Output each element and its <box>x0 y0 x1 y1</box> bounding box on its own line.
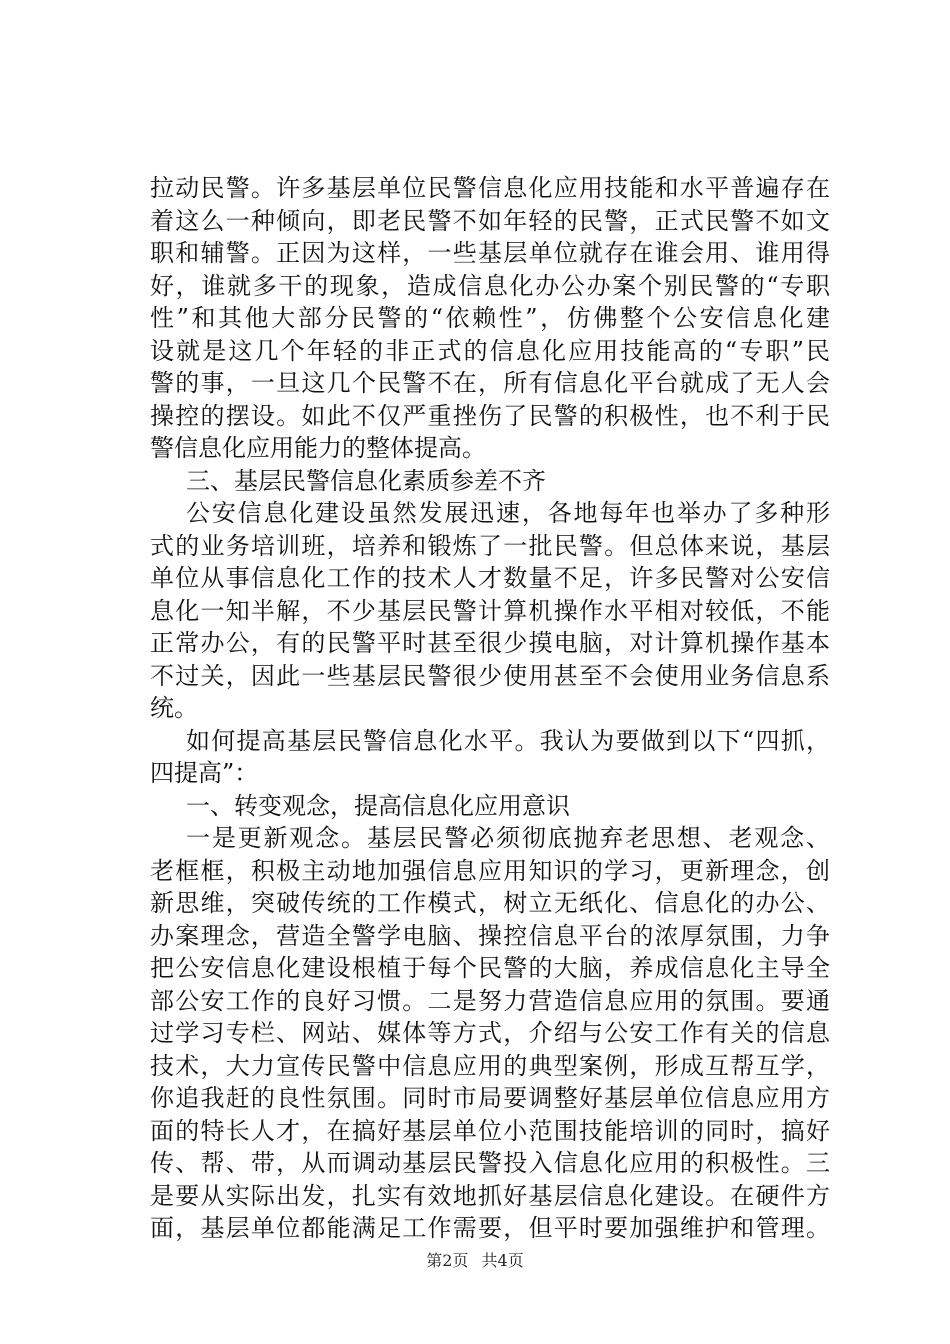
text-line: 设就是这几个年轻的非正式的信息化应用技能高的“专职”民 <box>150 336 830 365</box>
text-line: 一是更新观念。基层民警必须彻底抛弃老思想、老观念、 <box>186 824 830 852</box>
text-line: 不过关，因此一些基层民警很少使用甚至不会使用业务信息系 <box>150 661 830 690</box>
text-line: 如何提高基层民警信息化水平。我认为要做到以下“四抓， <box>186 726 830 755</box>
text-line: 职和辅警。正因为这样，一些基层单位就存在谁会用、谁用得 <box>150 239 830 267</box>
text-line: 传、帮、带，从而调动基层民警投入信息化应用的积极性。三 <box>150 1149 830 1177</box>
text-line: 好，谁就多干的现象，造成信息化办公办案个别民警的“专职 <box>150 271 830 300</box>
text-line: 正常办公，有的民警平时甚至很少摸电脑，对计算机操作基本 <box>150 629 830 657</box>
text-line: 过学习专栏、网站、媒体等方式，介绍与公安工作有关的信息 <box>150 1019 830 1047</box>
text-line: 是要从实际出发，扎实有效地抓好基层信息化建设。在硬件方 <box>150 1181 830 1210</box>
text-line: 统。 <box>150 694 198 722</box>
text-line: 公安信息化建设虽然发展迅速，各地每年也举办了多种形 <box>186 499 830 527</box>
text-line: 你追我赶的良性氛围。同时市局要调整好基层单位信息应用方 <box>150 1084 830 1112</box>
text-line: 办案理念，营造全警学电脑、操控信息平台的浓厚氛围，力争 <box>150 921 830 950</box>
text-line: 单位从事信息化工作的技术人才数量不足，许多民警对公安信 <box>150 564 830 592</box>
text-line: 老框框，积极主动地加强信息应用知识的学习，更新理念，创 <box>150 856 830 885</box>
page-total: 共4页 <box>481 1251 524 1270</box>
text-line: 面，基层单位都能满足工作需要，但平时要加强维护和管理。 <box>150 1214 830 1242</box>
page-number: 第2页 <box>426 1251 469 1270</box>
text-line: 操控的摆设。如此不仅严重挫伤了民警的积极性，也不利于民 <box>150 401 830 430</box>
text-line: 一、转变观念，提高信息化应用意识 <box>186 791 570 820</box>
text-line: 部公安工作的良好习惯。二是努力营造信息应用的氛围。要通 <box>150 986 830 1015</box>
text-line: 拉动民警。许多基层单位民警信息化应用技能和水平普遍存在 <box>150 174 830 202</box>
text-line: 四提高”： <box>150 759 259 787</box>
text-line: 把公安信息化建设根植于每个民警的大脑，养成信息化主导全 <box>150 954 830 982</box>
text-line: 着这么一种倾向，即老民警不如年轻的民警，正式民警不如文 <box>150 206 830 235</box>
text-line: 新思维，突破传统的工作模式，树立无纸化、信息化的办公、 <box>150 889 830 917</box>
text-line: 面的特长人才，在搞好基层单位小范围技能培训的同时，搞好 <box>150 1116 830 1145</box>
text-line: 式的业务培训班，培养和锻炼了一批民警。但总体来说，基层 <box>150 531 830 560</box>
text-line: 性”和其他大部分民警的“依赖性”，仿佛整个公安信息化建 <box>150 304 830 332</box>
text-line: 三、基层民警信息化素质参差不齐 <box>186 466 546 495</box>
text-line: 技术，大力宣传民警中信息应用的典型案例，形成互帮互学， <box>150 1051 830 1080</box>
text-line: 警信息化应用能力的整体提高。 <box>150 434 486 462</box>
page-footer <box>0 1248 950 1271</box>
text-line: 息化一知半解，不少基层民警计算机操作水平相对较低，不能 <box>150 596 830 625</box>
text-line: 警的事，一旦这几个民警不在，所有信息化平台就成了无人会 <box>150 369 830 397</box>
body-text <box>150 172 830 1245</box>
